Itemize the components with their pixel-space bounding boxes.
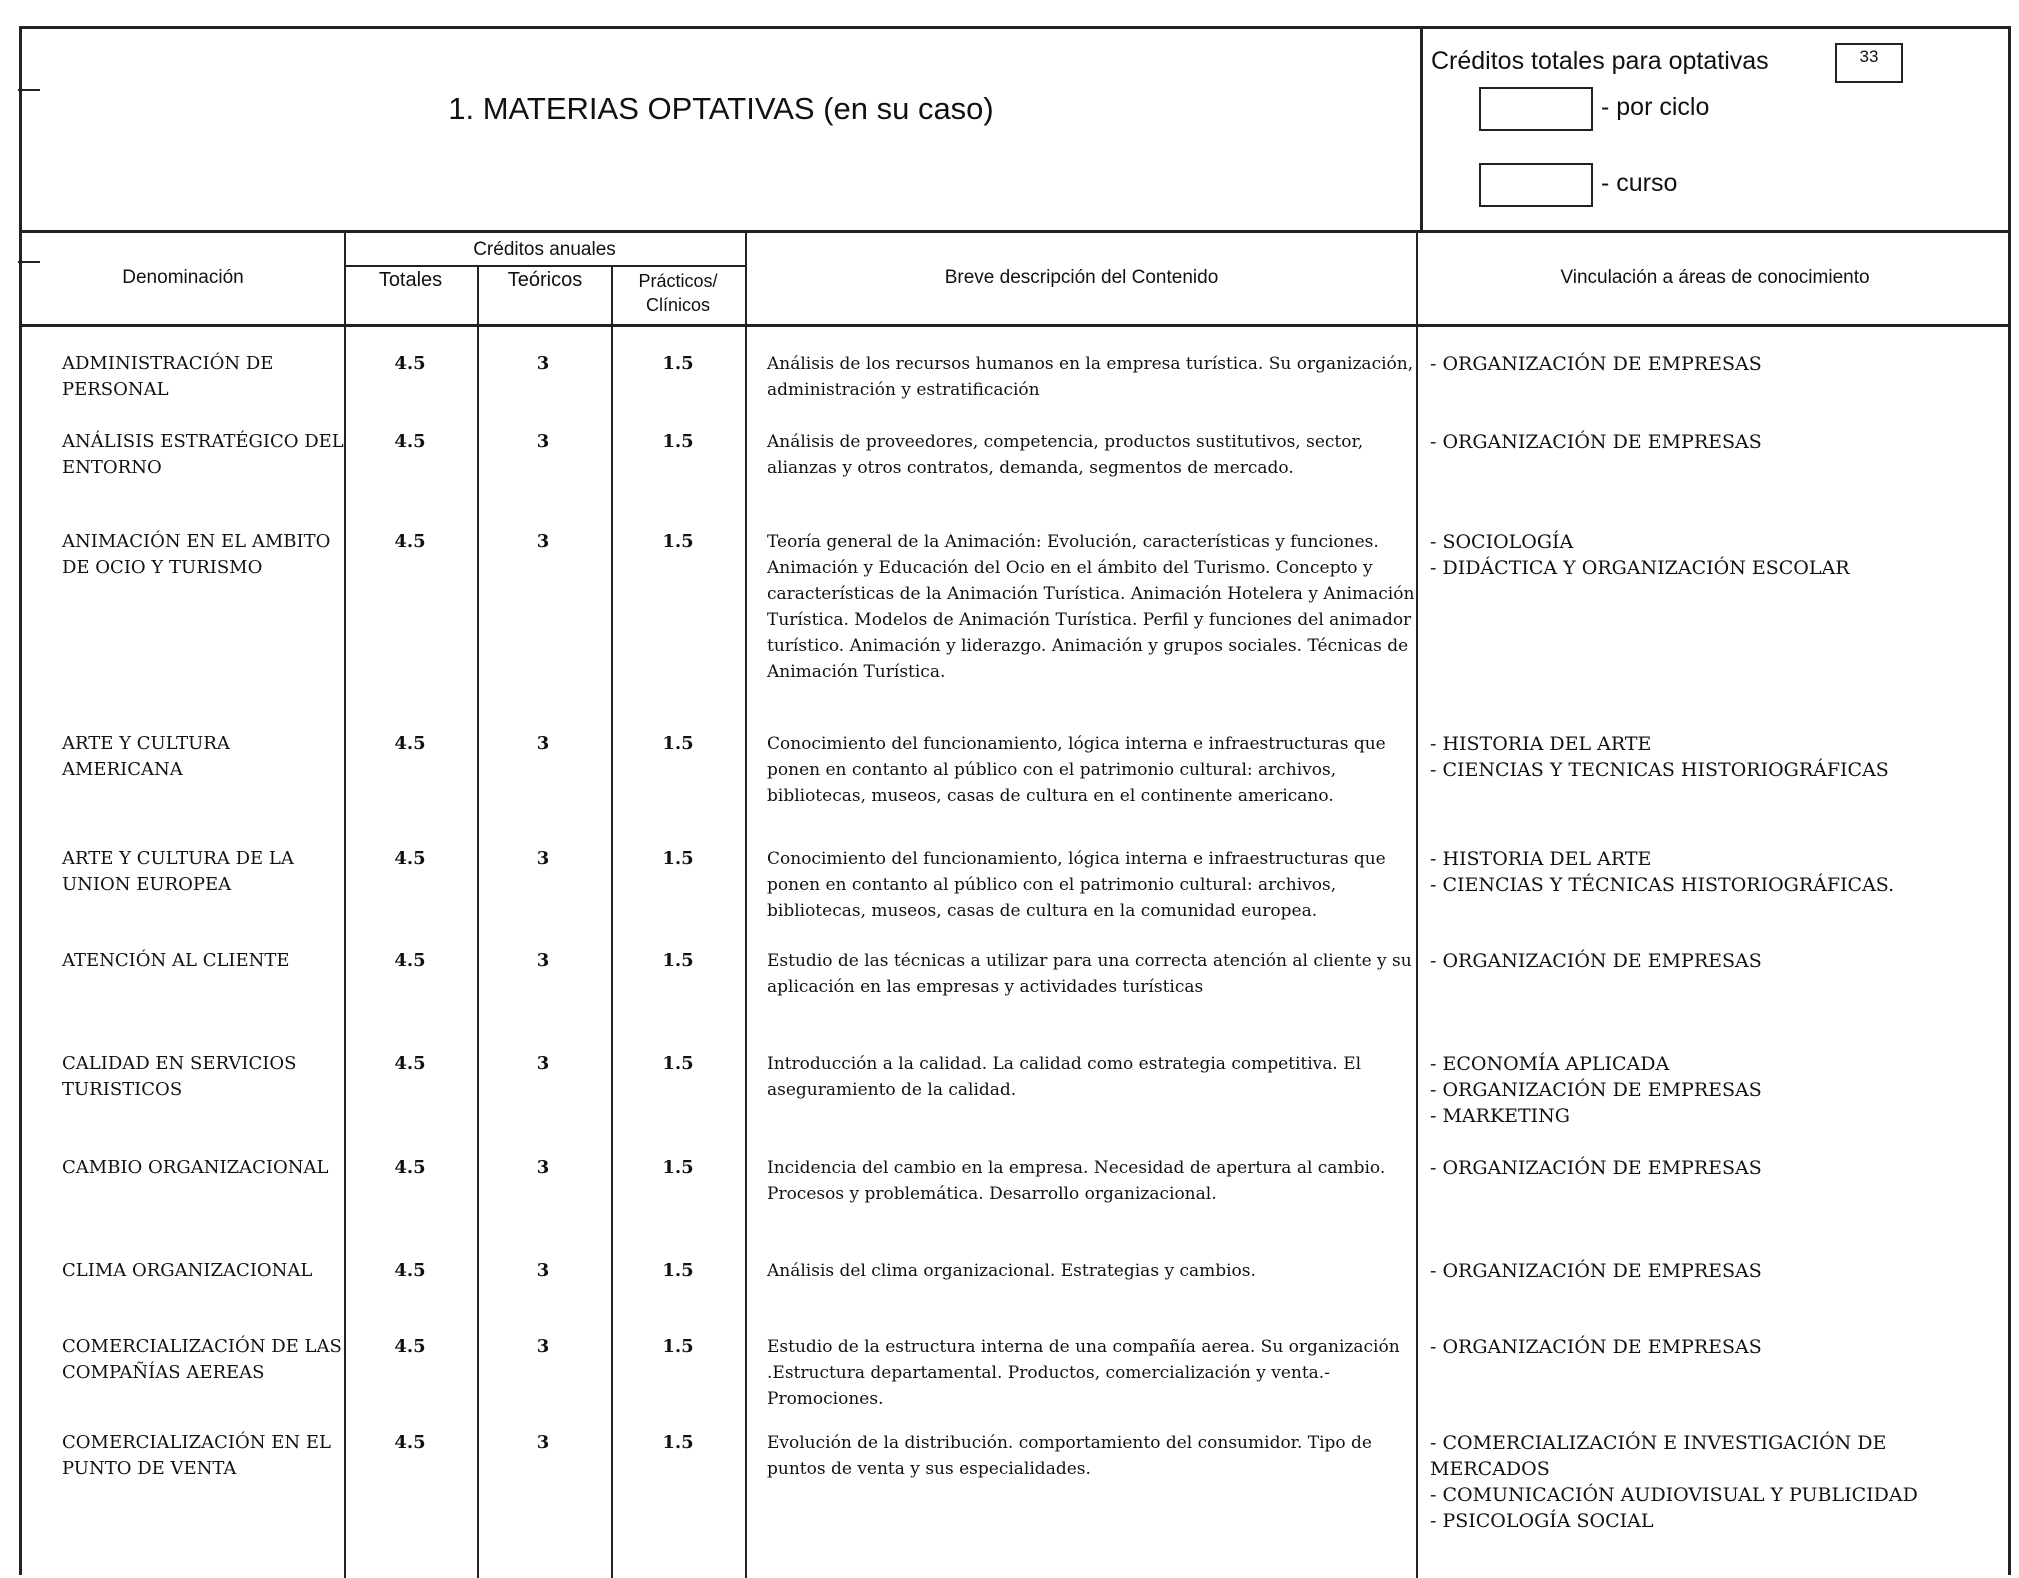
- area-item: - COMUNICACIÓN AUDIOVISUAL Y PUBLICIDAD: [1430, 1484, 1918, 1506]
- area-item: - PSICOLOGÍA SOCIAL: [1430, 1510, 1654, 1532]
- col-descripcion: Breve descripción del Contenido: [944, 267, 1219, 288]
- row-denominacion: ANÁLISIS ESTRATÉGICO DEL ENTORNO: [62, 431, 344, 478]
- area-item: - DIDÁCTICA Y ORGANIZACIÓN ESCOLAR: [1430, 557, 1850, 579]
- row-descripcion: Análisis de proveedores, competencia, productos sustitutivos, sector, alianzas y otros contratos, demanda, segmentos de mercado.: [767, 432, 1364, 478]
- row-descripcion: Introducción a la calidad. La calidad como estrategia competitiva. El aseguramiento de la calidad.: [767, 1054, 1362, 1100]
- por-ciclo-box: [1479, 87, 1593, 131]
- row-denominacion: ARTE Y CULTURA DE LA UNION EUROPEA: [62, 848, 294, 895]
- row-totales: 4.5: [394, 1053, 426, 1074]
- area-item: - ORGANIZACIÓN DE EMPRESAS: [1430, 1336, 1762, 1358]
- row-areas: [1430, 948, 2010, 974]
- row-descripcion: Conocimiento del funcionamiento, lógica interna e infraestructuras que ponen en contanto al público con el patrimonio cultural: archivos, bibliotecas, museos, casas de cultura en el continente americano.: [767, 734, 1386, 806]
- por-ciclo-label: - por ciclo: [1601, 93, 1710, 121]
- row-practicos: 1.5: [662, 1260, 694, 1281]
- subhead-line: [344, 265, 747, 267]
- row-totales: 4.5: [394, 1336, 426, 1357]
- row-denominacion: CALIDAD EN SERVICIOS TURISTICOS: [62, 1053, 297, 1100]
- row-totales: 4.5: [394, 1260, 426, 1281]
- row-descripcion: Conocimiento del funcionamiento, lógica interna e infraestructuras que ponen en contanto al público con el patrimonio cultural: archivos, bibliotecas, museos, casas de cultura en la comunidad europea.: [767, 849, 1386, 921]
- row-areas: [1430, 1430, 2010, 1534]
- row-practicos: 1.5: [662, 1157, 694, 1178]
- row-practicos: 1.5: [662, 733, 694, 754]
- row-areas: [1430, 1258, 2010, 1284]
- row-practicos: 1.5: [662, 431, 694, 452]
- row-descripcion: Análisis del clima organizacional. Estrategias y cambios.: [767, 1261, 1256, 1281]
- row-totales: 4.5: [394, 848, 426, 869]
- row-denominacion: COMERCIALIZACIÓN EN EL PUNTO DE VENTA: [62, 1432, 331, 1479]
- area-item: - CIENCIAS Y TECNICAS HISTORIOGRÁFICAS: [1430, 759, 1889, 781]
- row-areas: [1430, 529, 2010, 581]
- row-descripcion: Incidencia del cambio en la empresa. Necesidad de apertura al cambio. Procesos y problemática. Desarrollo organizacional.: [767, 1158, 1386, 1204]
- row-practicos: 1.5: [662, 531, 694, 552]
- row-totales: 4.5: [394, 1157, 426, 1178]
- row-descripcion: Análisis de los recursos humanos en la empresa turística. Su organización, administración y estratificación: [767, 354, 1414, 400]
- area-item: - ORGANIZACIÓN DE EMPRESAS: [1430, 1157, 1762, 1179]
- curso-box: [1479, 163, 1593, 207]
- area-item: - MARKETING: [1430, 1105, 1570, 1127]
- row-totales: 4.5: [394, 353, 426, 374]
- row-teoricos: 3: [536, 950, 550, 971]
- row-denominacion: ATENCIÓN AL CLIENTE: [62, 950, 290, 971]
- row-denominacion: COMERCIALIZACIÓN DE LAS COMPAÑÍAS AEREAS: [62, 1336, 342, 1383]
- row-denominacion: ARTE Y CULTURA AMERICANA: [62, 733, 230, 780]
- col-denominacion: Denominación: [122, 267, 244, 288]
- row-practicos: 1.5: [662, 950, 694, 971]
- row-totales: 4.5: [394, 950, 426, 971]
- row-teoricos: 3: [536, 733, 550, 754]
- row-totales: 4.5: [394, 531, 426, 552]
- credits-panel: [1420, 29, 2014, 230]
- col-divider: [611, 327, 613, 1578]
- row-areas: [1430, 351, 2010, 377]
- col-divider: [745, 327, 747, 1578]
- col-teoricos: Teóricos: [507, 269, 583, 291]
- area-item: - ORGANIZACIÓN DE EMPRESAS: [1430, 1079, 1762, 1101]
- col-totales: Totales: [378, 269, 443, 291]
- margin-tick: [18, 89, 40, 91]
- row-denominacion: CAMBIO ORGANIZACIONAL: [62, 1157, 329, 1178]
- area-item: - ORGANIZACIÓN DE EMPRESAS: [1430, 1260, 1762, 1282]
- area-item: - ECONOMÍA APLICADA: [1430, 1053, 1670, 1075]
- header-section: [22, 29, 2008, 233]
- row-practicos: 1.5: [662, 848, 694, 869]
- row-teoricos: 3: [536, 848, 550, 869]
- row-areas: [1430, 1334, 2010, 1360]
- row-teoricos: 3: [536, 1053, 550, 1074]
- row-denominacion: ANIMACIÓN EN EL AMBITO DE OCIO Y TURISMO: [62, 531, 331, 578]
- row-practicos: 1.5: [662, 353, 694, 374]
- area-item: - HISTORIA DEL ARTE: [1430, 733, 1652, 755]
- credits-value-box: 33: [1835, 43, 1903, 83]
- row-areas: [1430, 429, 2010, 455]
- document-frame: [19, 26, 2011, 1575]
- row-descripcion: Teoría general de la Animación: Evolución, características y funciones. Animación y Educación del Ocio en el ámbito del Turismo. Concepto y características de la Animación Turística. Animación Hotelera y Animación Turística. Modelos de Animación Turística. Perfil y funciones del animador turístico. Animación y liderazgo. Animación y grupos sociales. Técnicas de Animación Turística.: [767, 532, 1415, 682]
- area-item: - ORGANIZACIÓN DE EMPRESAS: [1430, 353, 1762, 375]
- row-totales: 4.5: [394, 431, 426, 452]
- area-item: - COMERCIALIZACIÓN E INVESTIGACIÓN DE MERCADOS: [1430, 1432, 1887, 1480]
- row-denominacion: ADMINISTRACIÓN DE PERSONAL: [62, 353, 274, 400]
- row-descripcion: Estudio de las técnicas a utilizar para una correcta atención al cliente y su aplicación en las empresas y actividades turísticas: [767, 951, 1412, 997]
- col-divider: [611, 267, 613, 324]
- row-teoricos: 3: [536, 431, 550, 452]
- row-teoricos: 3: [536, 1336, 550, 1357]
- row-totales: 4.5: [394, 1432, 426, 1453]
- row-teoricos: 3: [536, 1157, 550, 1178]
- row-teoricos: 3: [536, 1260, 550, 1281]
- row-descripcion: Evolución de la distribución. comportamiento del consumidor. Tipo de puntos de venta y sus especialidades.: [767, 1433, 1372, 1479]
- curso-label: - curso: [1601, 169, 1678, 197]
- row-teoricos: 3: [536, 531, 550, 552]
- credits-label: Créditos totales para optativas: [1431, 47, 1769, 75]
- row-areas: [1430, 731, 2010, 783]
- col-divider: [477, 327, 479, 1578]
- page-title: 1. MATERIAS OPTATIVAS (en su caso): [448, 91, 994, 126]
- column-header: [22, 233, 2008, 327]
- area-item: - ORGANIZACIÓN DE EMPRESAS: [1430, 950, 1762, 972]
- margin-tick: [18, 261, 40, 263]
- row-denominacion: CLIMA ORGANIZACIONAL: [62, 1260, 313, 1281]
- area-item: - SOCIOLOGÍA: [1430, 531, 1574, 553]
- area-item: - CIENCIAS Y TÉCNICAS HISTORIOGRÁFICAS.: [1430, 874, 1895, 896]
- row-areas: [1430, 846, 2010, 898]
- row-areas: [1430, 1051, 2010, 1129]
- row-practicos: 1.5: [662, 1432, 694, 1453]
- col-vinculacion: Vinculación a áreas de conocimiento: [1560, 267, 1870, 288]
- row-teoricos: 3: [536, 1432, 550, 1453]
- row-areas: [1430, 1155, 2010, 1181]
- row-teoricos: 3: [536, 353, 550, 374]
- col-practicos: Prácticos/ Clínicos: [638, 271, 718, 315]
- area-item: - HISTORIA DEL ARTE: [1430, 848, 1652, 870]
- row-practicos: 1.5: [662, 1336, 694, 1357]
- row-totales: 4.5: [394, 733, 426, 754]
- col-creditos-anuales: Créditos anuales: [473, 239, 616, 260]
- row-descripcion: Estudio de la estructura interna de una compañía aerea. Su organización .Estructura departamental. Productos, comercialización y venta.-Promociones.: [767, 1337, 1400, 1409]
- row-practicos: 1.5: [662, 1053, 694, 1074]
- area-item: - ORGANIZACIÓN DE EMPRESAS: [1430, 431, 1762, 453]
